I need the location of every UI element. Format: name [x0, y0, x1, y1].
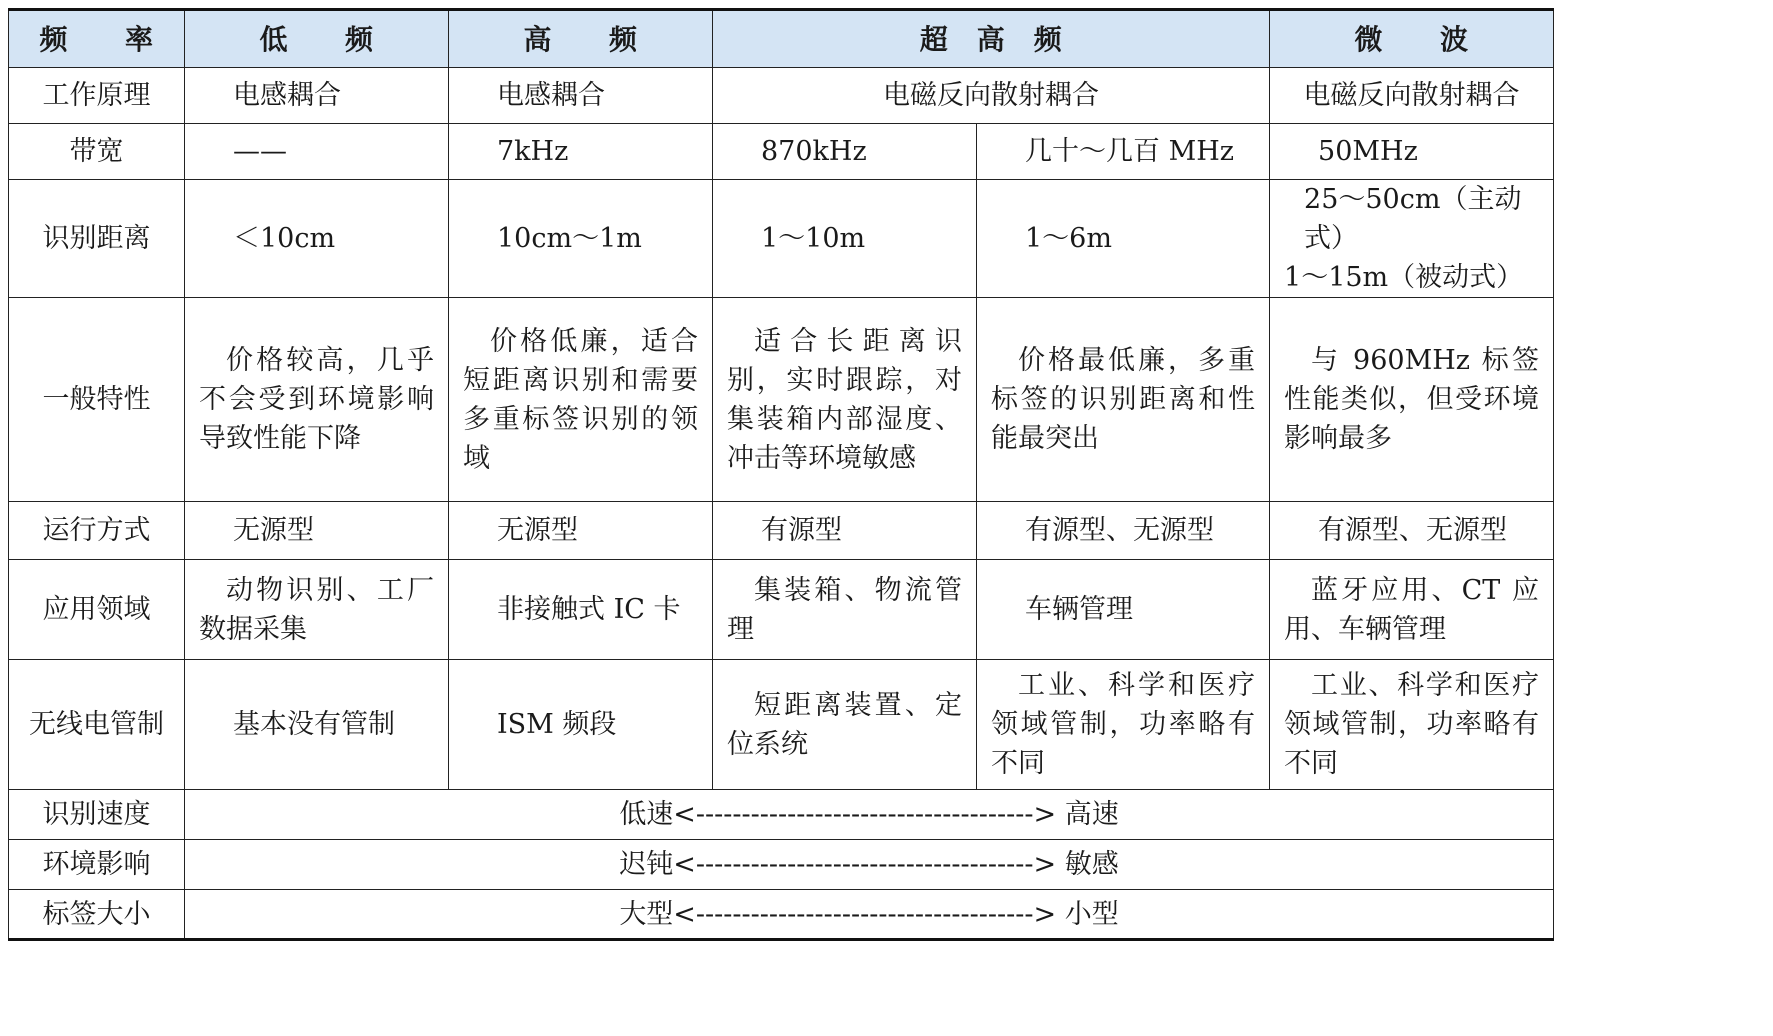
table-row — [9, 560, 1554, 660]
table-cell: 870kHz — [713, 124, 977, 180]
table-cell: 动物识别、工厂数据采集 — [185, 560, 449, 660]
table-cell: 无源型 — [185, 502, 449, 560]
table-cell: 无源型 — [449, 502, 713, 560]
table-cell: ＜10cm — [185, 180, 449, 298]
table-cell: 1～10m — [713, 180, 977, 298]
table-cell: 工业、科学和医疗领域管制，功率略有不同 — [1270, 660, 1554, 790]
table-cell: 7kHz — [449, 124, 713, 180]
row-label: 识别距离 — [9, 180, 185, 298]
table-cell: 1～6m — [977, 180, 1270, 298]
cell-line: 25～50cm（主动式） — [1304, 184, 1522, 254]
table-cell: 电磁反向散射耦合 — [713, 68, 1270, 124]
table-cell: 有源型、无源型 — [1270, 502, 1554, 560]
table-row — [9, 660, 1554, 790]
table-cell: 几十～几百 MHz — [977, 124, 1270, 180]
scale-cell: 迟钝<-------------------------------------> 敏感 — [185, 840, 1554, 890]
table-cell: 电感耦合 — [449, 68, 713, 124]
header-frequency: 频 率 — [9, 10, 185, 68]
table-row — [9, 890, 1554, 940]
table-cell: 价格最低廉，多重标签的识别距离和性能最突出 — [977, 298, 1270, 502]
scale-cell: 低速<-------------------------------------> 高速 — [185, 790, 1554, 840]
row-label: 环境影响 — [9, 840, 185, 890]
table-cell — [1270, 180, 1554, 298]
table-cell: 车辆管理 — [977, 560, 1270, 660]
row-label: 标签大小 — [9, 890, 185, 940]
table-cell: —— — [185, 124, 449, 180]
row-label: 带宽 — [9, 124, 185, 180]
table-cell: 适合长距离识别，实时跟踪，对集装箱内部湿度、冲击等环境敏感 — [713, 298, 977, 502]
table-cell: 50MHz — [1270, 124, 1554, 180]
table-cell: 蓝牙应用、CT 应用、车辆管理 — [1270, 560, 1554, 660]
table-cell: 电感耦合 — [185, 68, 449, 124]
header-uhf: 超 高 频 — [713, 10, 1270, 68]
header-high-frequency: 高 频 — [449, 10, 713, 68]
table-cell: 与 960MHz 标签性能类似，但受环境影响最多 — [1270, 298, 1554, 502]
scale-cell: 大型<-------------------------------------> 小型 — [185, 890, 1554, 940]
table-cell: 价格低廉，适合短距离识别和需要多重标签识别的领域 — [449, 298, 713, 502]
rfid-frequency-comparison-table — [8, 8, 1554, 941]
header-microwave: 微 波 — [1270, 10, 1554, 68]
row-label: 工作原理 — [9, 68, 185, 124]
table-cell: 10cm～1m — [449, 180, 713, 298]
table-row — [9, 502, 1554, 560]
table-cell: 有源型 — [713, 502, 977, 560]
table-cell: 基本没有管制 — [185, 660, 449, 790]
table-cell: 价格较高，几乎不会受到环境影响导致性能下降 — [185, 298, 449, 502]
row-label: 一般特性 — [9, 298, 185, 502]
header-row — [9, 10, 1554, 68]
table-row — [9, 298, 1554, 502]
table-cell: 非接触式 IC 卡 — [449, 560, 713, 660]
table-row — [9, 790, 1554, 840]
header-low-frequency: 低 频 — [185, 10, 449, 68]
table-cell: 短距离装置、定位系统 — [713, 660, 977, 790]
row-label: 应用领域 — [9, 560, 185, 660]
table-row — [9, 124, 1554, 180]
table-cell: 电磁反向散射耦合 — [1270, 68, 1554, 124]
table-row — [9, 68, 1554, 124]
table-row — [9, 840, 1554, 890]
row-label: 运行方式 — [9, 502, 185, 560]
cell-line: 1～15m（被动式） — [1284, 262, 1524, 293]
table-cell: ISM 频段 — [449, 660, 713, 790]
table-cell: 有源型、无源型 — [977, 502, 1270, 560]
table-row — [9, 180, 1554, 298]
table-cell: 集装箱、物流管理 — [713, 560, 977, 660]
table-cell: 工业、科学和医疗领域管制，功率略有不同 — [977, 660, 1270, 790]
row-label: 识别速度 — [9, 790, 185, 840]
row-label: 无线电管制 — [9, 660, 185, 790]
